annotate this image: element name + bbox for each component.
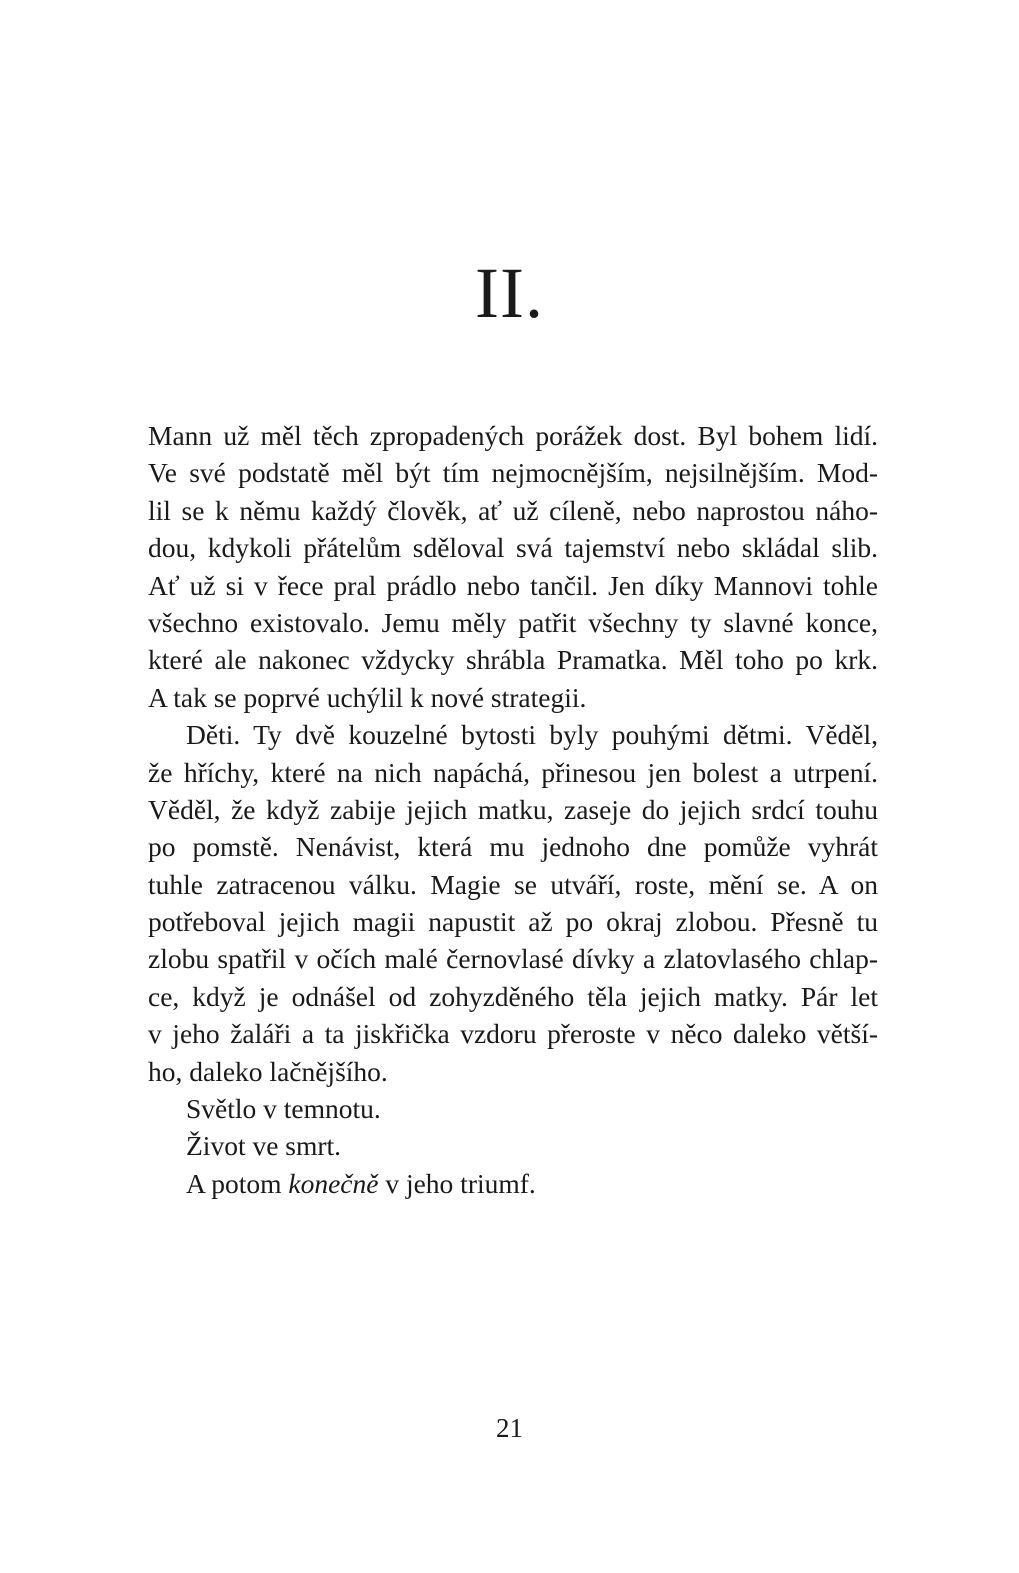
text-line: Světlo v temnotu.	[186, 1093, 381, 1125]
text-line: všechno existovalo. Jemu měly patřit všechny ty slavné konce,	[148, 606, 878, 638]
text-line: v jeho žaláři a ta jiskřička vzdoru přeroste v něco daleko větší-	[148, 1018, 878, 1050]
emphasis-text: konečně	[288, 1167, 379, 1199]
text-line: že hříchy, které na nich napáchá, přinesou jen bolest a utrpení.	[148, 756, 878, 788]
text-line: ho, daleko lačnějšího.	[148, 1055, 388, 1087]
paragraph-1	[148, 417, 878, 716]
text-run: A potom	[186, 1167, 289, 1199]
text-line: zlobu spatřil v očích malé černovlasé dívky a zlatovlasého chlap-	[148, 943, 878, 975]
text-line: Ve své podstatě měl být tím nejmocnějším, nejsilnějším. Mod-	[148, 457, 878, 489]
text-line: dou, kdykoli přátelům sděloval svá tajemství nebo skládal slib.	[148, 532, 878, 564]
page-number: 21	[496, 1413, 523, 1443]
text-line	[148, 1165, 878, 1202]
text-line: po pomstě. Nenávist, která mu jednoho dne pomůže vyhrát	[148, 831, 878, 863]
text-line: Děti. Ty dvě kouzelné bytosti byly pouhými dětmi. Věděl,	[186, 719, 878, 751]
chapter-title: II.	[475, 253, 544, 334]
text-line: A tak se poprvé uchýlil k nové strategii.	[148, 681, 587, 713]
text-line: které ale nakonec vždycky shrábla Pramatka. Měl toho po krk.	[148, 644, 878, 676]
text-line: lil se k němu každý člověk, ať už cíleně, nebo naprostou náho-	[148, 494, 878, 526]
body-text	[148, 417, 878, 1202]
paragraph-4	[148, 1127, 878, 1164]
text-line: Ať už si v řece pral prádlo nebo tančil. Jen díky Mannovi tohle	[148, 569, 878, 601]
paragraph-2	[148, 716, 878, 1090]
text-line: Věděl, že když zabije jejich matku, zaseje do jejich srdcí touhu	[148, 793, 878, 825]
paragraph-5	[148, 1165, 878, 1202]
text-line: ce, když je odnášel od zohyzděného těla jejich matky. Pár let	[148, 980, 878, 1012]
text-line: tuhle zatracenou válku. Magie se utváří, roste, mění se. A on	[148, 868, 878, 900]
text-line: potřeboval jejich magii napustit až po okraj zlobou. Přesně tu	[148, 906, 878, 938]
text-line: Mann už měl těch zpropadených porážek dost. Byl bohem lidí.	[148, 420, 878, 451]
text-run: v jeho triumf.	[378, 1167, 536, 1199]
text-line: Život ve smrt.	[186, 1130, 342, 1162]
paragraph-3	[148, 1090, 878, 1127]
